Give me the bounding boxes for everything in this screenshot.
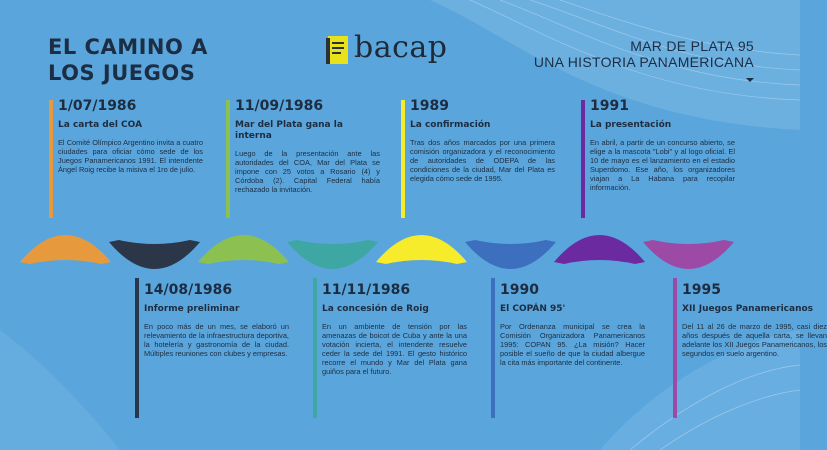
wave-segment-2 [109,240,200,269]
bacap-logo-mark-icon [326,36,352,66]
timeline-event-top-2 [235,98,380,194]
event-body: Tras dos años marcados por una primera comisión organizadora y el reconocimiento de autoridades de ODEPA de las condiciones de la ciudad, Mar del Plata es elegida cómo sede de 1995. [410,138,555,183]
wave-segment-3 [198,235,289,264]
event-date: 1990 [500,282,539,298]
event-title: Informe preliminar [144,304,240,314]
subtitle [534,38,754,70]
wave-segment-1 [20,235,111,264]
event-title: Mar del Plata gana la interna [235,120,343,141]
event-title: El COPÁN 95' [500,304,566,314]
timeline-event-top-4 [590,98,735,192]
title-line-2: LOS JUEGOS [48,61,196,85]
timeline-event-top-3 [410,98,555,183]
event-date: 14/08/1986 [144,282,233,298]
event-title: La confirmación [410,120,491,130]
event-body: Por Ordenanza municipal se crea la Comisión Organizadora Panamericanos 1995: COPAN 95. ¿La misión? Hacer posible el sueño de que la ciudad albergue la cita más importante del continente. [500,322,645,367]
event-date: 11/11/1986 [322,282,411,298]
event-date: 1995 [682,282,721,298]
event-body: En abril, a partir de un concurso abierto, se elige a la mascota "Lobi" y al logo oficial. El 10 de mayo es el lanzamiento en el estadio Superdomo. Ese año, los organizadores viajan a La Habana para recopilar información. [590,138,735,192]
event-title: XII Juegos Panamericanos [682,304,814,314]
wave-segment-8 [643,240,734,269]
event-date: 11/09/1986 [235,98,324,114]
event-body: En poco más de un mes, se elaboró un relevamiento de la infraestructura deportiva, la hotelería y gastronomía de la ciudad. Múltiples reuniones con clubes y empresas. [144,322,289,358]
event-title: La carta del COA [58,120,143,130]
wave-segment-4 [287,240,378,269]
page-title [48,34,248,86]
wave-segment-5 [376,235,467,264]
event-body: Del 11 al 26 de marzo de 1995, casi diez años después de aquella carta, se llevan adelante los XII Juegos Panamericanos, los segundos en suelo argentino. [682,322,827,358]
event-body: En un ambiente de tensión por las amenazas de boicot de Cuba y ante la una votación incierta, el intendente resuelve ceder la sede del 1991. El gesto histórico recorre el mundo y Mar del Plata gana guiños para el futuro. [322,322,467,376]
event-date: 1991 [590,98,629,114]
event-date: 1/07/1986 [58,98,137,114]
event-title: La presentación [590,120,672,130]
wave-segment-7 [554,235,645,264]
subtitle-line-1: MAR DE PLATA 95 [630,38,754,54]
wave-segment-6 [465,240,556,269]
title-line-1: EL CAMINO A [48,35,208,59]
timeline-wave [0,200,800,310]
event-body: Luego de la presentación ante las autoridades del COA, Mar del Plata se impone con 25 votos a Rosario (4) y Córdoba (2). Capital Federal había rechazado la invitación. [235,149,380,194]
timeline-event-top-1 [58,98,203,174]
logo-text: bacap [354,30,448,65]
bacap-logo [326,30,456,70]
chevron-down-icon [746,78,754,82]
event-title: La concesión de Roig [322,304,429,314]
event-date: 1989 [410,98,449,114]
event-body: El Comité Olímpico Argentino invita a cuatro ciudades para oficiar cómo sede de los Juegos Panamericanos 1991. El intendente Ángel Roig recibe la misiva el 1ro de julio. [58,138,203,174]
subtitle-line-2: UNA HISTORIA PANAMERICANA [533,54,754,70]
